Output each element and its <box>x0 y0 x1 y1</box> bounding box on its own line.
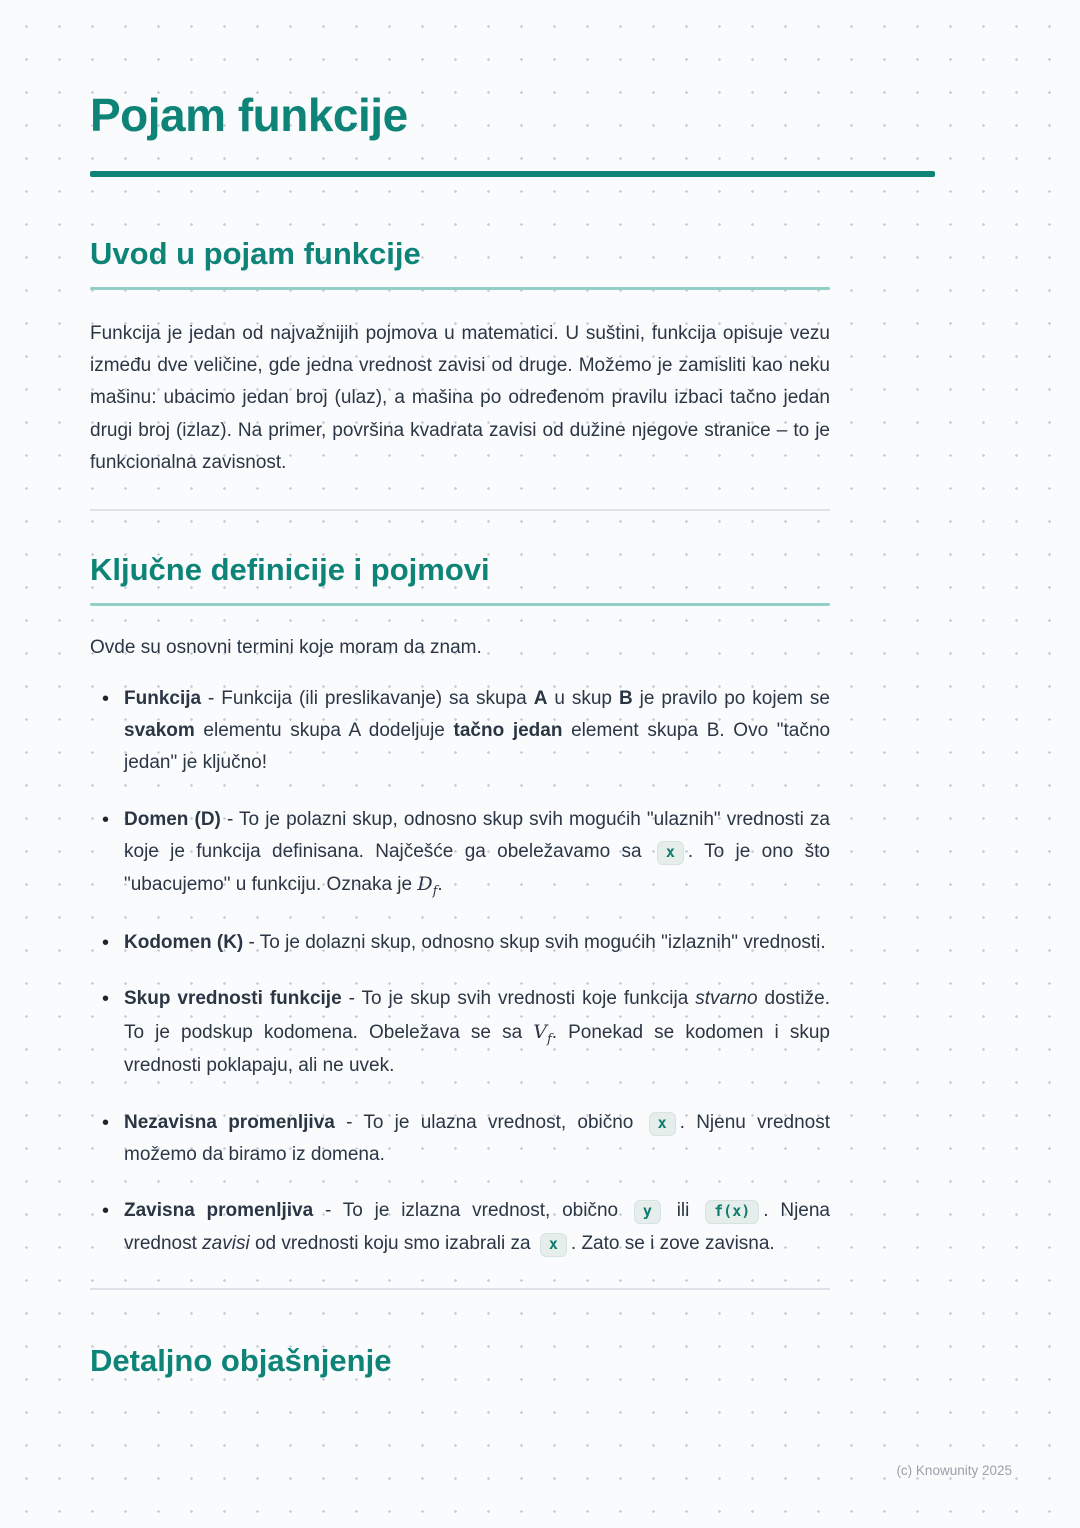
heading-underline <box>90 603 830 606</box>
right-accent-band <box>985 0 1019 1528</box>
section-heading-uvod: Uvod u pojam funkcije <box>90 235 421 271</box>
text-segment: . To je ono što "ubacujemo" u funkciju. Oznaka je <box>124 840 830 896</box>
text-segment: je pravilo po kojem se <box>632 687 830 709</box>
inline-code-chip: y <box>634 1200 661 1224</box>
text-segment: - To je polazni skup, odnosno skup svih mogućih "ulaznih" vrednosti za koje je funkcija definisana. Najčešće ga obeležavamo sa <box>124 808 830 862</box>
text-segment: stvarno <box>695 988 758 1010</box>
text-segment: svakom <box>124 720 195 742</box>
text-segment: - To je izlazna vrednost, obično <box>313 1200 630 1222</box>
text-segment: $V_f$ <box>533 1020 552 1047</box>
list-item <box>90 804 830 903</box>
text-segment: - To je dolazni skup, odnosno skup svih mogućih "izlaznih" vrednosti. <box>243 931 826 953</box>
list-item <box>90 1107 830 1172</box>
text-segment: elementu skupa A dodeljuje <box>194 720 454 742</box>
text-segment: Zavisna promenljiva <box>124 1200 314 1222</box>
text-segment: od vrednosti koju smo izabrali za <box>249 1232 536 1254</box>
text-segment: - To je ulazna vrednost, obično <box>334 1111 645 1133</box>
inline-code-chip: x <box>540 1233 567 1257</box>
intro-paragraph: Funkcija je jedan od najvažnijih pojmova u matematici. U suštini, funkcija opisuje vezu između dve veličine, gde jedna vrednost zavisi od druge. Možemo je zamisliti kao neku mašinu: ubacimo jedan broj (ulaz), a mašina po određenom pravilu izbaci tačno jedan drugi broj (izlaz). Na primer, površina kvadrata zavisi od dužine njegove stranice – to je funkcionalna zavisnost. <box>90 322 830 473</box>
right-accent-line <box>972 0 977 1528</box>
page-content <box>90 0 935 1379</box>
section-heading-detaljno: Detaljno objašnjenje <box>90 1342 392 1378</box>
section-heading-definicije: Ključne definicije i pojmovi <box>90 552 490 588</box>
list-item <box>90 927 830 959</box>
list-item <box>90 683 830 780</box>
definitions-intro: Ovde su osnovni termini koje moram da znam. <box>90 637 482 659</box>
left-edge-stripe <box>0 0 10 1528</box>
text-segment: . Njena vrednost <box>124 1200 830 1254</box>
section-divider <box>90 1288 830 1290</box>
text-segment: Skup vrednosti funkcije <box>124 988 342 1010</box>
text-segment: . <box>437 874 443 896</box>
text-segment: element skupa B. Ovo "tačno jedan" je ključno! <box>124 720 831 774</box>
text-segment: u skup <box>547 687 619 709</box>
list-item <box>90 983 830 1082</box>
text-segment: . Njenu vrednost možemo da biramo iz domena. <box>124 1111 830 1165</box>
text-segment: - Funkcija (ili preslikavanje) sa skupa <box>201 687 534 709</box>
text-segment: Funkcija <box>124 687 202 709</box>
list-item <box>90 1195 830 1260</box>
inline-code-chip: x <box>657 841 684 865</box>
heading-underline <box>90 287 830 290</box>
inline-code-chip: f(x) <box>705 1200 759 1224</box>
text-segment: . Zato se i zove zavisna. <box>570 1232 775 1254</box>
copyright-footer: (c) Knowunity 2025 <box>896 1463 1012 1478</box>
text-segment: Domen (D) <box>124 808 221 830</box>
text-segment: - To je skup svih vrednosti koje funkcija <box>341 988 696 1010</box>
text-segment: Kodomen (K) <box>124 931 244 953</box>
section-divider <box>90 509 830 511</box>
text-segment: ili <box>664 1200 702 1222</box>
page-title: Pojam funkcije <box>90 89 408 141</box>
text-segment: . Ponekad se kodomen i skup vrednosti poklapaju, ali ne uvek. <box>124 1021 830 1077</box>
text-segment: Nezavisna promenljiva <box>124 1111 335 1133</box>
text-segment: tačno jedan <box>453 720 563 742</box>
definitions-list <box>90 683 830 1260</box>
text-segment: zavisi <box>202 1232 250 1254</box>
title-rule <box>90 171 935 177</box>
inline-code-chip: x <box>649 1112 676 1136</box>
text-segment: A <box>533 687 548 709</box>
text-segment: B <box>618 687 633 709</box>
text-segment: dostiže. To je podskup kodomena. Obeležava se sa <box>124 988 830 1043</box>
text-segment: $D_f$ <box>417 873 438 900</box>
